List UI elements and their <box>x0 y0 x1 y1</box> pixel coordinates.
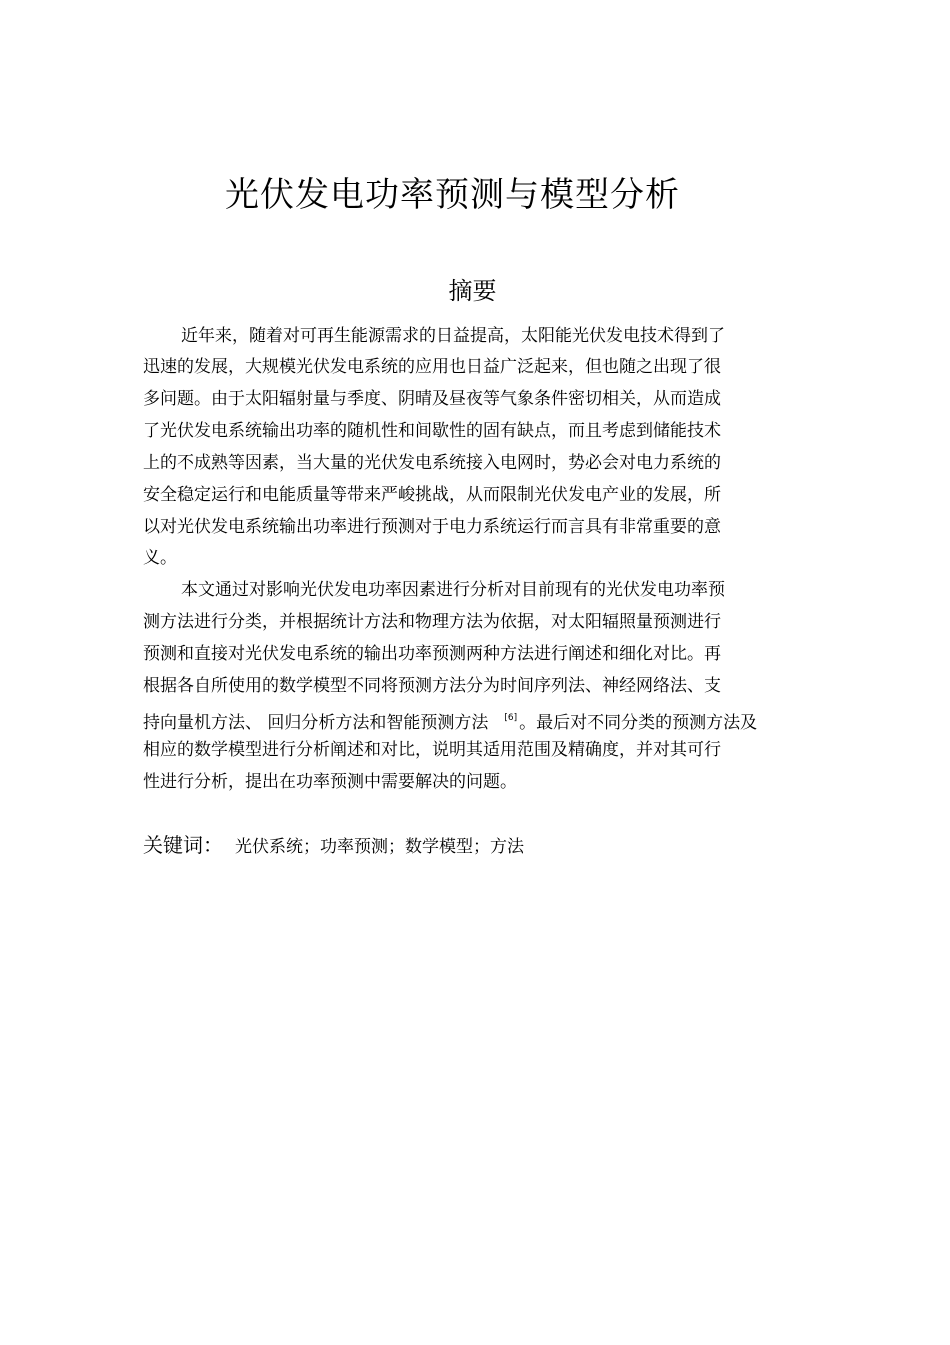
paragraph-line: 了光伏发电系统输出功率的随机性和间歇性的固有缺点，而且考虑到储能技术 <box>143 421 721 441</box>
paragraph-line: 多问题。由于太阳辐射量与季度、阴晴及昼夜等气象条件密切相关，从而造成 <box>143 389 721 409</box>
paragraph-line: 测方法进行分类，并根据统计方法和物理方法为依据，对太阳辐照量预测进行 <box>143 612 721 632</box>
citation-marker[interactable]: [6] <box>504 713 518 723</box>
paragraph-line: 根据各自所使用的数学模型不同将预测方法分为时间序列法、神经网络法、支 <box>143 676 721 696</box>
paragraph-text: 。最后对不同分类的预测方法及 <box>519 713 758 733</box>
paragraph-line: 本文通过对影响光伏发电功率因素进行分析对目前现有的光伏发电功率预 <box>181 580 725 600</box>
paragraph-line: 近年来，随着对可再生能源需求的日益提高，太阳能光伏发电技术得到了 <box>181 326 725 346</box>
paragraph-line <box>143 706 757 735</box>
paragraph-line: 迅速的发展，大规模光伏发电系统的应用也日益广泛起来，但也随之出现了很 <box>143 357 721 377</box>
paragraph-line: 性进行分析，提出在功率预测中需要解决的问题。 <box>143 772 517 792</box>
abstract-heading: 摘要 <box>448 277 497 305</box>
paragraph-line: 以对光伏发电系统输出功率进行预测对于电力系统运行而言具有非常重要的意 <box>143 517 721 537</box>
document-title: 光伏发电功率预测与模型分析 <box>225 175 680 215</box>
keywords <box>143 831 524 861</box>
paragraph-line: 上的不成熟等因素，当大量的光伏发电系统接入电网时，势必会对电力系统的 <box>143 453 721 473</box>
paragraph-text: 持向量机方法、 回归分析方法和智能预测方法 <box>143 713 489 733</box>
paragraph-line: 预测和直接对光伏发电系统的输出功率预测两种方法进行阐述和细化对比。再 <box>143 644 721 664</box>
paragraph-line: 相应的数学模型进行分析阐述和对比，说明其适用范围及精确度，并对其可行 <box>143 740 721 760</box>
paragraph-line: 安全稳定运行和电能质量等带来严峻挑战，从而限制光伏发电产业的发展，所 <box>143 485 721 505</box>
keywords-text: 光伏系统；功率预测；数学模型；方法 <box>235 837 524 857</box>
paragraph-line: 义。 <box>143 548 177 568</box>
keywords-label: 关键词： <box>143 833 223 857</box>
